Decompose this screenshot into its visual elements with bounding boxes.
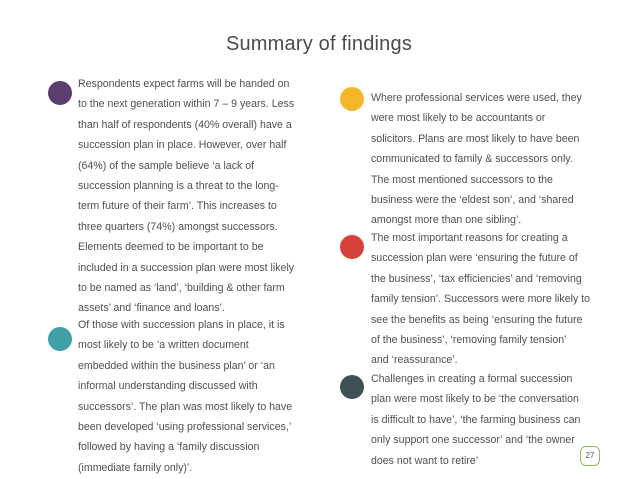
bullet-dot-5	[340, 375, 364, 399]
finding-line: The most mentioned successors to the	[371, 173, 553, 186]
finding-block-4	[371, 228, 590, 371]
finding-line: succession plan in place. However, over half	[78, 139, 287, 152]
bullet-dot-3	[340, 87, 364, 111]
finding-block-2	[78, 315, 292, 478]
finding-line: and ‘reassurance’.	[371, 354, 458, 367]
finding-line: Where professional services were used, they	[371, 92, 582, 104]
bullet-dot-4	[340, 235, 364, 259]
finding-line: been developed ‘using professional services,’	[78, 421, 292, 434]
page-number: 27	[580, 446, 600, 466]
finding-block-5	[371, 369, 580, 471]
finding-line: assets’ and ‘finance and loans’.	[78, 302, 225, 315]
finding-line: succession plan were ‘ensuring the future of	[371, 252, 578, 265]
finding-line: (64%) of the sample believe ‘a lack of	[78, 159, 255, 172]
finding-line: communicated to family & successors only.	[371, 153, 573, 166]
finding-line: family tension’. Successors were more likely to	[371, 293, 591, 306]
page-title: Summary of findings	[225, 33, 413, 55]
finding-line: term future of their farm’. This increases to	[78, 200, 277, 213]
finding-line: business were the ‘eldest son’, and ‘shared	[371, 194, 574, 207]
finding-line: successors’. The plan was most likely to have	[78, 400, 293, 413]
finding-line: Respondents expect farms will be handed on	[78, 78, 290, 90]
finding-line: amongst more than one sibling’.	[371, 214, 522, 227]
finding-line: informal understanding discussed with	[78, 380, 258, 393]
finding-line: plan were most likely to be ‘the conversation	[371, 393, 579, 406]
finding-line: than half of respondents (40% overall) have a	[78, 118, 292, 131]
finding-line: see the benefits as being ‘ensuring the future	[371, 313, 583, 326]
finding-line: is difficult to have’, ‘the farming business can	[371, 413, 581, 426]
finding-line: Challenges in creating a formal succession	[371, 373, 573, 385]
bullet-dot-2	[48, 327, 72, 351]
finding-line: Elements deemed to be important to be	[78, 241, 264, 254]
finding-line: were most likely to be accountants or	[371, 112, 546, 125]
finding-line: does not want to retire’	[371, 454, 479, 467]
finding-line: to the next generation within 7 – 9 years. Less	[78, 98, 295, 111]
finding-block-1	[78, 74, 294, 319]
finding-line: Of those with succession plans in place, it is	[78, 319, 285, 331]
finding-line: The most important reasons for creating a	[371, 232, 568, 244]
finding-line: most likely to be ‘a written document	[78, 339, 249, 352]
finding-line: only support one successor’ and ‘the owner	[371, 434, 575, 447]
finding-line: to be named as ‘land’, ‘building & other farm	[78, 282, 285, 295]
finding-line: succession planning is a threat to the long-	[78, 180, 279, 193]
finding-line: included in a succession plan were most likely	[78, 261, 295, 274]
bullet-dot-1	[48, 81, 72, 105]
finding-line: (immediate family only)’.	[78, 461, 193, 474]
finding-line: solicitors. Plans are most likely to have been	[371, 132, 580, 145]
finding-line: the business’, ‘tax efficiencies’ and ‘removing	[371, 272, 582, 285]
finding-block-3	[371, 88, 582, 231]
finding-line: three quarters (74%) amongst successors.	[78, 220, 278, 233]
finding-line: followed by having a ‘family discussion	[78, 441, 260, 454]
finding-line: of the business’, ‘removing family tension’	[371, 334, 567, 347]
finding-line: embedded within the business plan’ or ‘an	[78, 359, 275, 372]
